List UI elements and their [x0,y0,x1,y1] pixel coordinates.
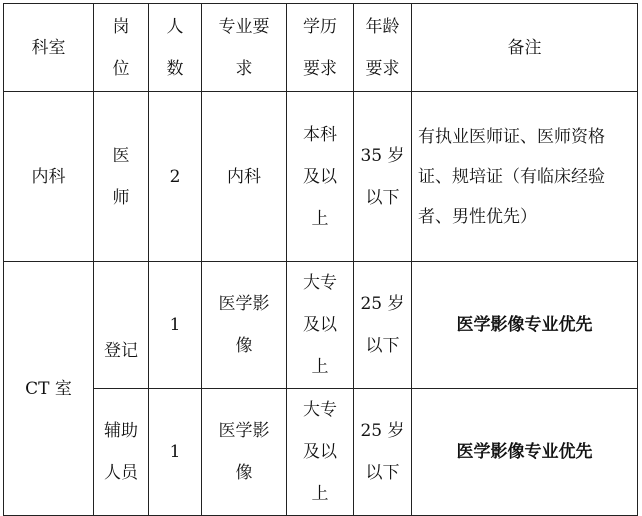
table-row [4,92,638,262]
cell-position: 医师 [94,92,149,262]
cell-education: 本科及以上 [287,92,354,262]
cell-position: 登记 [94,262,149,389]
cell-count: 1 [149,389,202,516]
cell-dept: CT 室 [4,262,94,516]
cell-education: 大专及以上 [287,389,354,516]
recruitment-table [3,3,638,516]
cell-major: 医学影像 [202,389,287,516]
table-row [4,262,638,389]
table-row [4,389,638,516]
cell-dept: 内科 [4,92,94,262]
cell-remarks: 医学影像专业优先 [412,262,638,389]
header-remarks: 备注 [412,4,638,92]
cell-position: 辅助人员 [94,389,149,516]
cell-major: 医学影像 [202,262,287,389]
header-count: 人数 [149,4,202,92]
header-education: 学历要求 [287,4,354,92]
cell-major: 内科 [202,92,287,262]
cell-count: 2 [149,92,202,262]
header-major: 专业要求 [202,4,287,92]
cell-age: 35 岁以下 [354,92,412,262]
cell-education: 大专及以上 [287,262,354,389]
cell-age: 25 岁以下 [354,262,412,389]
cell-age: 25 岁以下 [354,389,412,516]
header-row [4,4,638,92]
cell-remarks: 有执业医师证、医师资格证、规培证（有临床经验者、男性优先） [412,92,638,262]
header-age: 年龄要求 [354,4,412,92]
header-dept: 科室 [4,4,94,92]
header-position: 岗位 [94,4,149,92]
cell-remarks: 医学影像专业优先 [412,389,638,516]
cell-count: 1 [149,262,202,389]
